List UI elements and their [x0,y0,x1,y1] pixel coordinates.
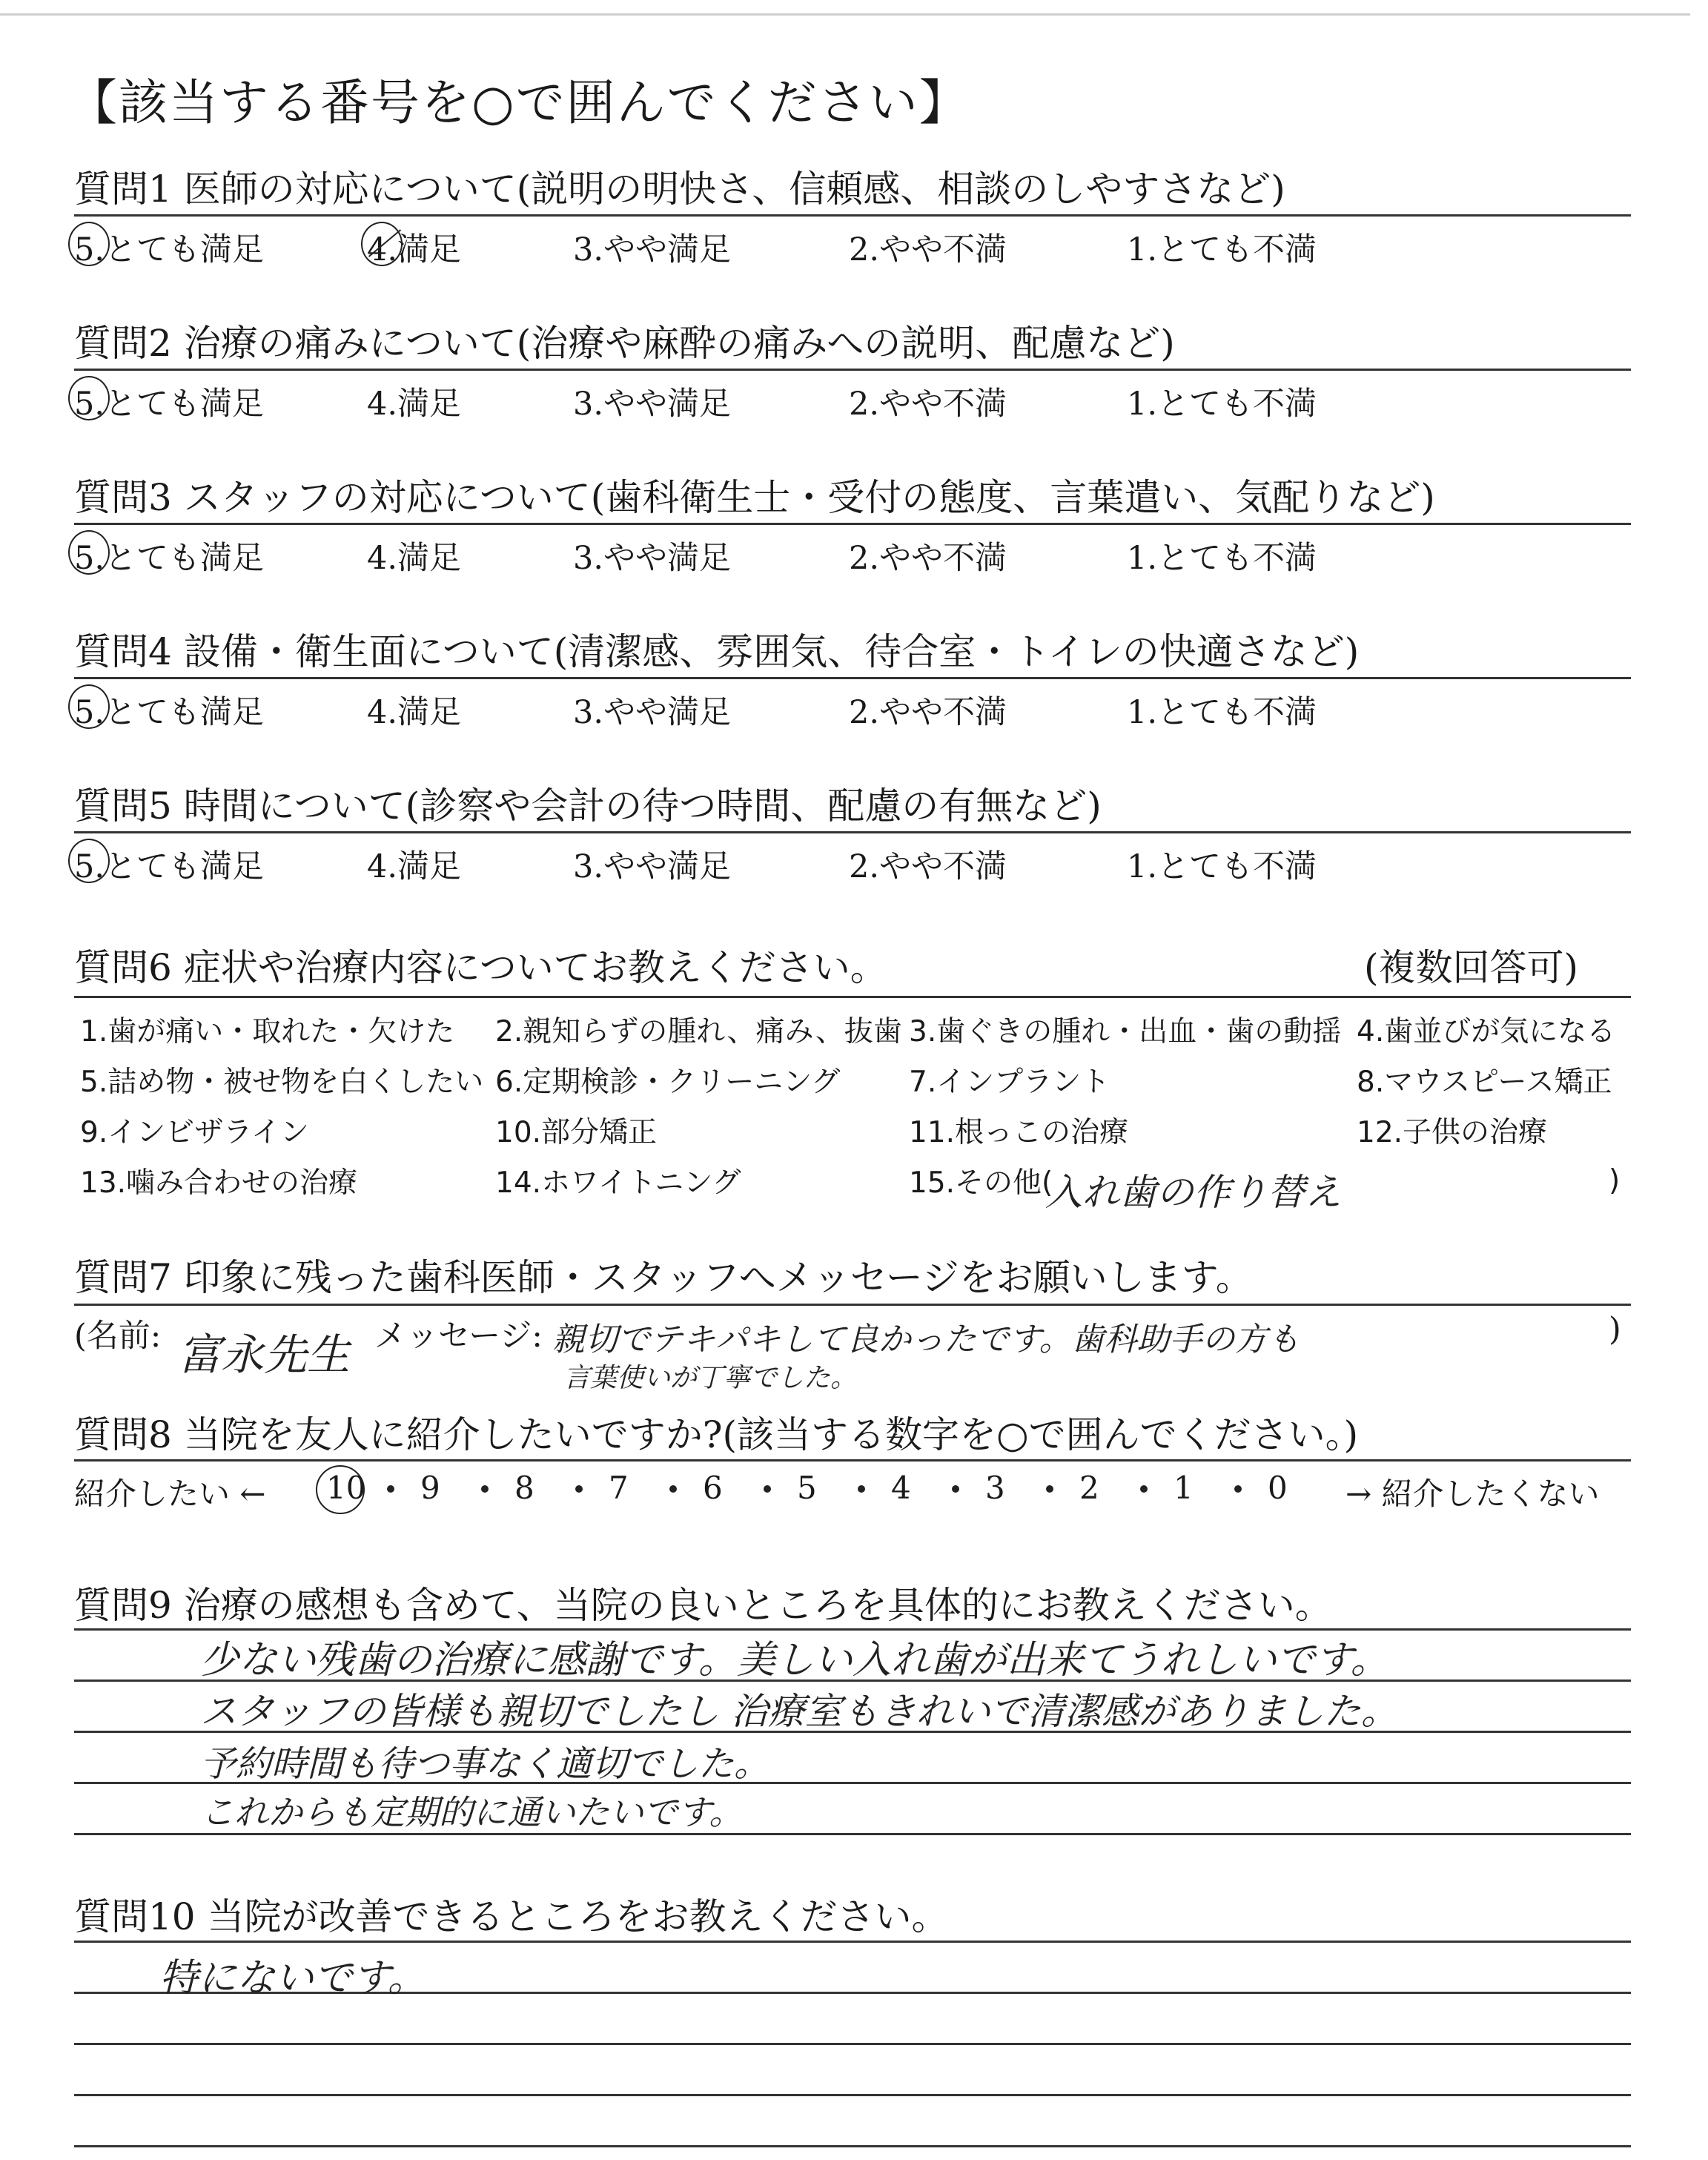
q3-option-5[interactable]: 5.とても満足 [74,540,265,577]
q10-rule-2 [74,2043,1631,2045]
q5-selected-mark [68,839,110,883]
q7-name-label: (名前: [74,1318,162,1355]
q9-line-2: スタッフの皆様も親切でしたし 治療室もきれいで清潔感がありました。 [200,1690,1398,1733]
q8-title: 質問8 当院を友人に紹介したいですか?(該当する数字を○で囲んでください。) [74,1413,1359,1456]
page-top-edge [0,13,1690,16]
q3-title: 質問3 スタッフの対応について(歯科衛生士・受付の態度、言葉遣い、気配りなど) [74,476,1435,519]
q1-option-5[interactable]: 5.とても満足 [74,231,265,268]
q8-scale-separator [764,1485,771,1493]
q8-scale-separator [387,1485,394,1493]
q5-option-5[interactable]: 5.とても満足 [74,848,265,885]
q3-selected-mark [68,530,110,575]
q8-scale-10[interactable]: 10 [326,1470,366,1506]
q2-option-5[interactable]: 5.とても満足 [74,386,265,423]
q6-option-10[interactable]: 10.部分矯正 [495,1116,658,1149]
q6-option-9[interactable]: 9.インビザライン [80,1116,310,1149]
q8-scale-9[interactable]: 9 [420,1470,440,1506]
q6-option-11[interactable]: 11.根っこの治療 [909,1116,1129,1149]
q2-option-2[interactable]: 2.やや不満 [849,386,1007,423]
q9-line-4: これからも定期的に通いたいです。 [200,1792,744,1832]
q6-rule [74,996,1631,998]
q2-option-4[interactable]: 4.満足 [367,386,462,423]
q10-title: 質問10 当院が改善できるところをお教えください。 [74,1895,949,1938]
q1-title: 質問1 医師の対応について(説明の明快さ、信頼感、相談のしやすさなど) [74,168,1285,211]
page-header: 【該当する番号を○で囲んでください】 [68,74,970,131]
q3-option-2[interactable]: 2.やや不満 [849,540,1007,577]
q6-note: (複数回答可) [1364,946,1579,989]
q8-scale-separator [858,1485,865,1493]
q8-right-label: → 紹介したくない [1345,1476,1600,1512]
q6-option-13[interactable]: 13.噛み合わせの治療 [80,1166,358,1200]
q2-option-3[interactable]: 3.やや満足 [573,386,732,423]
q1-selected-mark [68,222,110,266]
q7-message-line1: 親切でテキパキして良かったです。歯科助手の方も [552,1321,1300,1358]
q8-scale-separator [575,1485,583,1493]
q5-title: 質問5 時間について(診察や会計の待つ時間、配慮の有無など) [74,785,1102,828]
q2-option-1[interactable]: 1.とても不満 [1127,386,1317,423]
q6-option-4[interactable]: 4.歯並びが気になる [1357,1015,1616,1048]
q8-scale-separator [669,1485,677,1493]
q8-scale-8[interactable]: 8 [514,1470,534,1506]
q6-option-6[interactable]: 6.定期検診・クリーニング [495,1066,841,1099]
q10-rule-3 [74,2094,1631,2096]
q1-option-2[interactable]: 2.やや不満 [849,231,1007,268]
q6-option-3[interactable]: 3.歯ぐきの腫れ・出血・歯の動揺 [909,1015,1342,1048]
q5-option-2[interactable]: 2.やや不満 [849,848,1007,885]
q3-option-1[interactable]: 1.とても不満 [1127,540,1317,577]
q8-scale-separator [481,1485,489,1493]
q10-rule-4 [74,2145,1631,2147]
q8-scale-2[interactable]: 2 [1079,1470,1099,1506]
q4-option-1[interactable]: 1.とても不満 [1127,694,1317,731]
q8-scale-separator [1140,1485,1148,1493]
q6-option-8[interactable]: 8.マウスピース矯正 [1357,1066,1612,1099]
q5-option-4[interactable]: 4.満足 [367,848,462,885]
q2-title: 質問2 治療の痛みについて(治療や麻酔の痛みへの説明、配慮など) [74,322,1175,365]
q4-option-3[interactable]: 3.やや満足 [573,694,732,731]
q9-line-1: 少ない残歯の治療に感謝です。美しい入れ歯が出来てうれしいです。 [200,1638,1389,1682]
q8-scale-separator [1046,1485,1053,1493]
q6-option-1[interactable]: 1.歯が痛い・取れた・欠けた [80,1015,455,1048]
q6-title: 質問6 症状や治療内容についてお教えください。 [74,946,887,989]
q8-scale-5[interactable]: 5 [797,1470,817,1506]
q6-option-5[interactable]: 5.詰め物・被せ物を白くしたい [80,1066,484,1099]
q8-scale-6[interactable]: 6 [703,1470,723,1506]
q8-scale-0[interactable]: 0 [1268,1470,1288,1506]
q3-option-3[interactable]: 3.やや満足 [573,540,732,577]
q6-option-14[interactable]: 14.ホワイトニング [495,1166,741,1200]
q4-selected-mark [68,684,110,729]
q1-option-4[interactable]: 4.満足 [367,231,462,268]
q7-close: ) [1609,1311,1621,1348]
q6-option-2[interactable]: 2.親知らずの腫れ、痛み、抜歯 [495,1015,902,1048]
q6-other-answer: 入れ歯の作り替え [1045,1171,1342,1214]
q8-scale-3[interactable]: 3 [985,1470,1005,1506]
q7-name-value: 富永先生 [178,1330,351,1380]
q4-option-2[interactable]: 2.やや不満 [849,694,1007,731]
q3-option-4[interactable]: 4.満足 [367,540,462,577]
q4-title: 質問4 設備・衛生面について(清潔感、雰囲気、待合室・トイレの快適さなど) [74,630,1360,673]
q4-option-4[interactable]: 4.満足 [367,694,462,731]
q8-scale-separator [1234,1485,1242,1493]
q6-option-12[interactable]: 12.子供の治療 [1357,1116,1548,1149]
q8-scale-4[interactable]: 4 [891,1470,911,1506]
q8-left-label: 紹介したい ← [74,1476,266,1512]
q7-rule [74,1304,1631,1306]
q7-message-label: メッセージ: [374,1318,543,1355]
q8-scale-separator [952,1485,959,1493]
q3-rule [74,523,1631,525]
q8-rule [74,1459,1631,1462]
q10-line-1: 特にないです。 [159,1956,426,2001]
q8-scale-7[interactable]: 7 [609,1470,629,1506]
q6-option-15[interactable]: 15.その他( [909,1166,1053,1200]
q2-selected-mark [68,376,110,420]
q6-other-close: ) [1609,1164,1621,1198]
q1-option-1[interactable]: 1.とても不満 [1127,231,1317,268]
q8-selected-mark [316,1465,365,1514]
q7-message-line2: 言葉使いが丁寧でした。 [563,1363,858,1393]
q5-option-3[interactable]: 3.やや満足 [573,848,732,885]
q1-option-3[interactable]: 3.やや満足 [573,231,732,268]
q1-rule [74,214,1631,217]
q5-option-1[interactable]: 1.とても不満 [1127,848,1317,885]
q4-rule [74,677,1631,679]
q5-rule [74,831,1631,833]
q8-scale-1[interactable]: 1 [1174,1470,1194,1506]
q6-option-7[interactable]: 7.インプラント [909,1066,1110,1099]
q4-option-5[interactable]: 5.とても満足 [74,694,265,731]
q2-rule [74,369,1631,371]
q7-title: 質問7 印象に残った歯科医師・スタッフへメッセージをお願いします。 [74,1256,1253,1299]
q10-rule-0 [74,1941,1631,1943]
q9-title: 質問9 治療の感想も含めて、当院の良いところを具体的にお教えください。 [74,1584,1332,1627]
q9-line-3: 予約時間も待つ事なく適切でした。 [200,1743,770,1785]
